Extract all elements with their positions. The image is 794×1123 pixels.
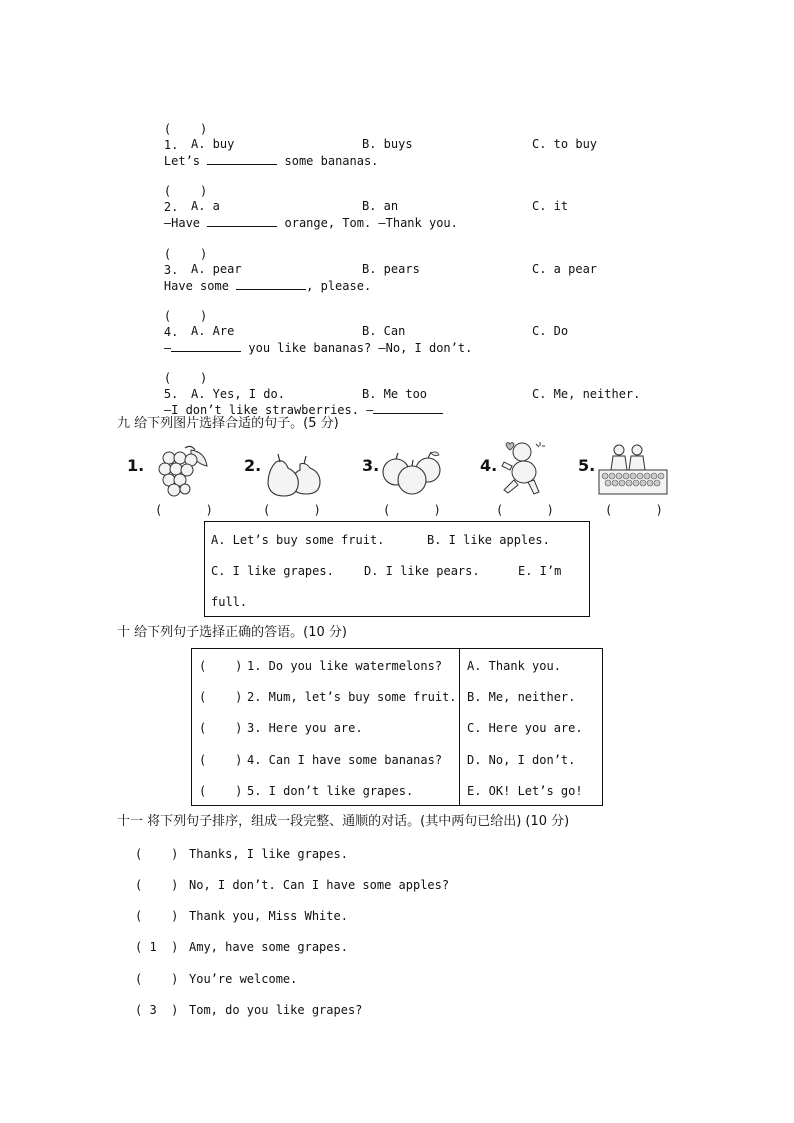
answer-paren[interactable]: ( ) xyxy=(163,122,208,136)
option-c: C. Me, neither. xyxy=(532,387,641,401)
question-text: some bananas. xyxy=(277,154,379,168)
question-text: , please. xyxy=(306,279,372,293)
picture-label-3: 3. xyxy=(362,456,380,475)
answer-paren-2[interactable]: ( ) xyxy=(263,503,321,517)
question-text: orange, Tom. —Thank you. xyxy=(277,216,458,230)
order-paren[interactable]: ( ) xyxy=(135,878,179,892)
prompt-5: 5. I don’t like grapes. xyxy=(247,784,414,798)
answer-paren[interactable]: ( ) xyxy=(163,371,208,385)
order-paren[interactable]: ( ) xyxy=(135,909,179,923)
apples-icon xyxy=(380,448,446,496)
reply-a: A. Thank you. xyxy=(467,659,561,673)
dialogue-line: No, I don’t. Can I have some apples? xyxy=(189,878,450,892)
item-number: 3. xyxy=(163,263,179,277)
option-b: B. an xyxy=(362,199,399,213)
option-a: A. buy xyxy=(191,137,235,151)
order-paren[interactable]: ( ) xyxy=(135,972,179,986)
order-paren[interactable]: ( 3 ) xyxy=(135,1003,179,1017)
answer-paren[interactable]: ( ) xyxy=(199,721,243,735)
picture-label-5: 5. xyxy=(578,456,596,475)
answer-paren[interactable]: ( ) xyxy=(199,784,243,798)
picture-label-4: 4. xyxy=(480,456,498,475)
question-text: — xyxy=(163,341,172,355)
reply-b: B. Me, neither. xyxy=(467,690,576,704)
item-number: 5. xyxy=(163,387,179,401)
item-number: 1. xyxy=(163,138,179,152)
option-e: E. I’m xyxy=(518,564,562,578)
fill-blank[interactable] xyxy=(373,402,443,414)
picture-label-1: 1. xyxy=(127,456,145,475)
fill-blank[interactable] xyxy=(207,215,277,227)
option-a: A. Are xyxy=(191,324,235,338)
prompt-2: 2. Mum, let’s buy some fruit. xyxy=(247,690,457,704)
q9-heading: 九 给下列图片选择合适的句子。(5 分) xyxy=(117,416,339,431)
reply-d: D. No, I don’t. xyxy=(467,753,576,767)
answer-paren[interactable]: ( ) xyxy=(199,690,243,704)
dialogue-line: You’re welcome. xyxy=(189,972,298,986)
prompt-4: 4. Can I have some bananas? xyxy=(247,753,443,767)
option-b: B. pears xyxy=(362,262,420,276)
dialogue-line: Thanks, I like grapes. xyxy=(189,847,348,861)
option-a: A. a xyxy=(191,199,220,213)
dialogue-line: Thank you, Miss White. xyxy=(189,909,348,923)
option-c: C. to buy xyxy=(532,137,598,151)
q11-heading: 十一 将下列句子排序，组成一段完整、通顺的对话。(其中两句已给出) (10 分) xyxy=(117,814,570,829)
answer-paren[interactable]: ( ) xyxy=(199,659,243,673)
answer-paren[interactable]: ( ) xyxy=(163,247,208,261)
question-text: —Have xyxy=(163,216,208,230)
option-b: B. buys xyxy=(362,137,413,151)
fill-blank[interactable] xyxy=(236,278,306,290)
question-text: —I don’t like strawberries. — xyxy=(163,403,374,417)
option-a: A. Yes, I do. xyxy=(191,387,285,401)
option-d: D. I like pears. xyxy=(364,564,480,578)
answer-paren-1[interactable]: ( ) xyxy=(155,503,213,517)
option-c: C. it xyxy=(532,199,569,213)
prompt-1: 1. Do you like watermelons? xyxy=(247,659,443,673)
answer-paren-4[interactable]: ( ) xyxy=(496,503,554,517)
option-e-cont: full. xyxy=(211,595,248,609)
option-b: B. Me too xyxy=(362,387,428,401)
reply-e: E. OK! Let’s go! xyxy=(467,784,583,798)
answer-paren-5[interactable]: ( ) xyxy=(605,503,663,517)
full-boy-icon xyxy=(498,438,548,498)
table-divider xyxy=(459,648,460,806)
q10-heading: 十 给下列句子选择正确的答语。(10 分) xyxy=(117,625,347,640)
pears-icon xyxy=(262,450,324,498)
question-text: Have some xyxy=(163,279,237,293)
dialogue-line: Amy, have some grapes. xyxy=(189,940,348,954)
question-text: Let’s xyxy=(163,154,208,168)
fruit-stall-icon xyxy=(597,440,669,498)
fill-blank[interactable] xyxy=(171,340,241,352)
item-number: 2. xyxy=(163,200,179,214)
option-a: A. pear xyxy=(191,262,242,276)
option-c: C. I like grapes. xyxy=(211,564,334,578)
item-number: 4. xyxy=(163,325,179,339)
grapes-icon xyxy=(155,442,213,500)
fill-blank[interactable] xyxy=(207,153,277,165)
option-c: C. a pear xyxy=(532,262,598,276)
picture-label-2: 2. xyxy=(244,456,262,475)
option-c: C. Do xyxy=(532,324,569,338)
option-b: B. Can xyxy=(362,324,406,338)
answer-paren[interactable]: ( ) xyxy=(163,184,208,198)
option-b: B. I like apples. xyxy=(427,533,550,547)
dialogue-line: Tom, do you like grapes? xyxy=(189,1003,363,1017)
option-a: A. Let’s buy some fruit. xyxy=(211,533,385,547)
order-paren[interactable]: ( 1 ) xyxy=(135,940,179,954)
order-paren[interactable]: ( ) xyxy=(135,847,179,861)
prompt-3: 3. Here you are. xyxy=(247,721,363,735)
answer-paren-3[interactable]: ( ) xyxy=(383,503,441,517)
reply-c: C. Here you are. xyxy=(467,721,583,735)
answer-paren[interactable]: ( ) xyxy=(199,753,243,767)
question-text: you like bananas? —No, I don’t. xyxy=(241,341,473,355)
answer-paren[interactable]: ( ) xyxy=(163,309,208,323)
